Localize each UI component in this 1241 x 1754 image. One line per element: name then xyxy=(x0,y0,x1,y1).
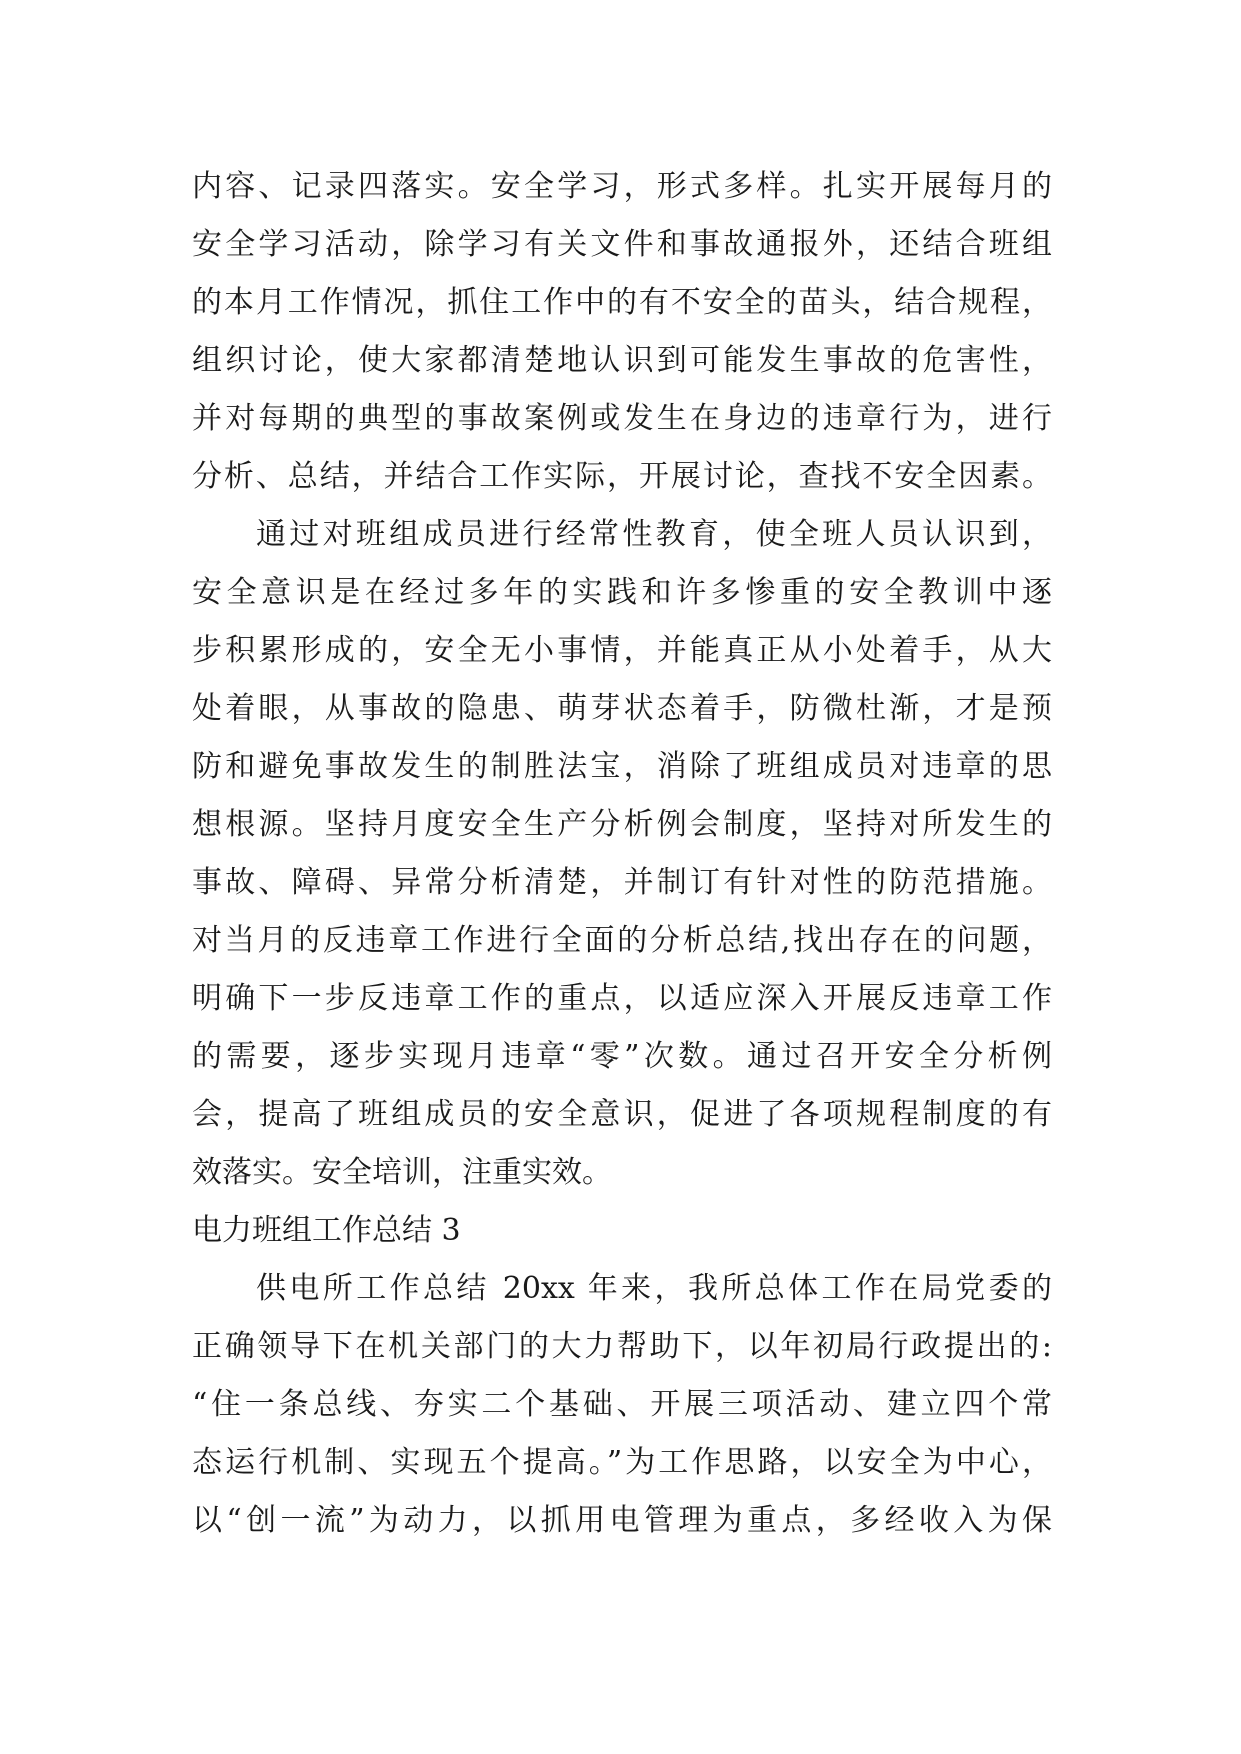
text-line: 安全学习活动，除学习有关文件和事故通报外，还结合班组 xyxy=(192,227,1052,262)
text-line: 会，提高了班组成员的安全意识，促进了各项规程制度的有 xyxy=(192,1097,1052,1132)
text-line: 并对每期的典型的事故案例或发生在身边的违章行为，进行 xyxy=(192,401,1052,436)
text-line: 以“创一流”为动力，以抓用电管理为重点，多经收入为保 xyxy=(192,1503,1052,1538)
text-line: 供电所工作总结 20xx 年来，我所总体工作在局党委的 xyxy=(256,1271,1052,1306)
document-body xyxy=(192,158,1052,1550)
text-line: 防和避免事故发生的制胜法宝，消除了班组成员对违章的思 xyxy=(192,749,1052,784)
section-heading: 电力班组工作总结 3 xyxy=(192,1213,461,1248)
text-line: 安全意识是在经过多年的实践和许多惨重的安全教训中逐 xyxy=(192,575,1052,610)
text-line: 处着眼，从事故的隐患、萌芽状态着手，防微杜渐，才是预 xyxy=(192,691,1052,726)
text-line: 分析、总结，并结合工作实际，开展讨论，查找不安全因素。 xyxy=(192,459,1052,494)
text-line: 正确领导下在机关部门的大力帮助下，以年初局行政提出的: xyxy=(192,1329,1052,1364)
text-line: 通过对班组成员进行经常性教育，使全班人员认识到， xyxy=(256,517,1052,552)
text-line: 的需要，逐步实现月违章“零”次数。通过召开安全分析例 xyxy=(192,1039,1052,1074)
text-line: 对当月的反违章工作进行全面的分析总结,找出存在的问题， xyxy=(192,923,1052,958)
text-line: 想根源。坚持月度安全生产分析例会制度，坚持对所发生的 xyxy=(192,807,1052,842)
text-line: 组织讨论，使大家都清楚地认识到可能发生事故的危害性， xyxy=(192,343,1052,378)
text-line: 效落实。安全培训，注重实效。 xyxy=(192,1155,612,1190)
text-line: 事故、障碍、异常分析清楚，并制订有针对性的防范措施。 xyxy=(192,865,1052,900)
text-line: “住一条总线、夯实二个基础、开展三项活动、建立四个常 xyxy=(192,1387,1052,1422)
text-line: 态运行机制、实现五个提高。”为工作思路，以安全为中心， xyxy=(192,1445,1052,1480)
paragraph-1 xyxy=(192,158,1052,506)
text-line: 的本月工作情况，抓住工作中的有不安全的苗头，结合规程， xyxy=(192,285,1052,320)
text-line: 步积累形成的，安全无小事情，并能真正从小处着手，从大 xyxy=(192,633,1052,668)
text-line: 明确下一步反违章工作的重点，以适应深入开展反违章工作 xyxy=(192,981,1052,1016)
paragraph-2 xyxy=(192,506,1052,1202)
text-line: 内容、记录四落实。安全学习，形式多样。扎实开展每月的 xyxy=(192,169,1052,204)
paragraph-3 xyxy=(192,1260,1052,1550)
